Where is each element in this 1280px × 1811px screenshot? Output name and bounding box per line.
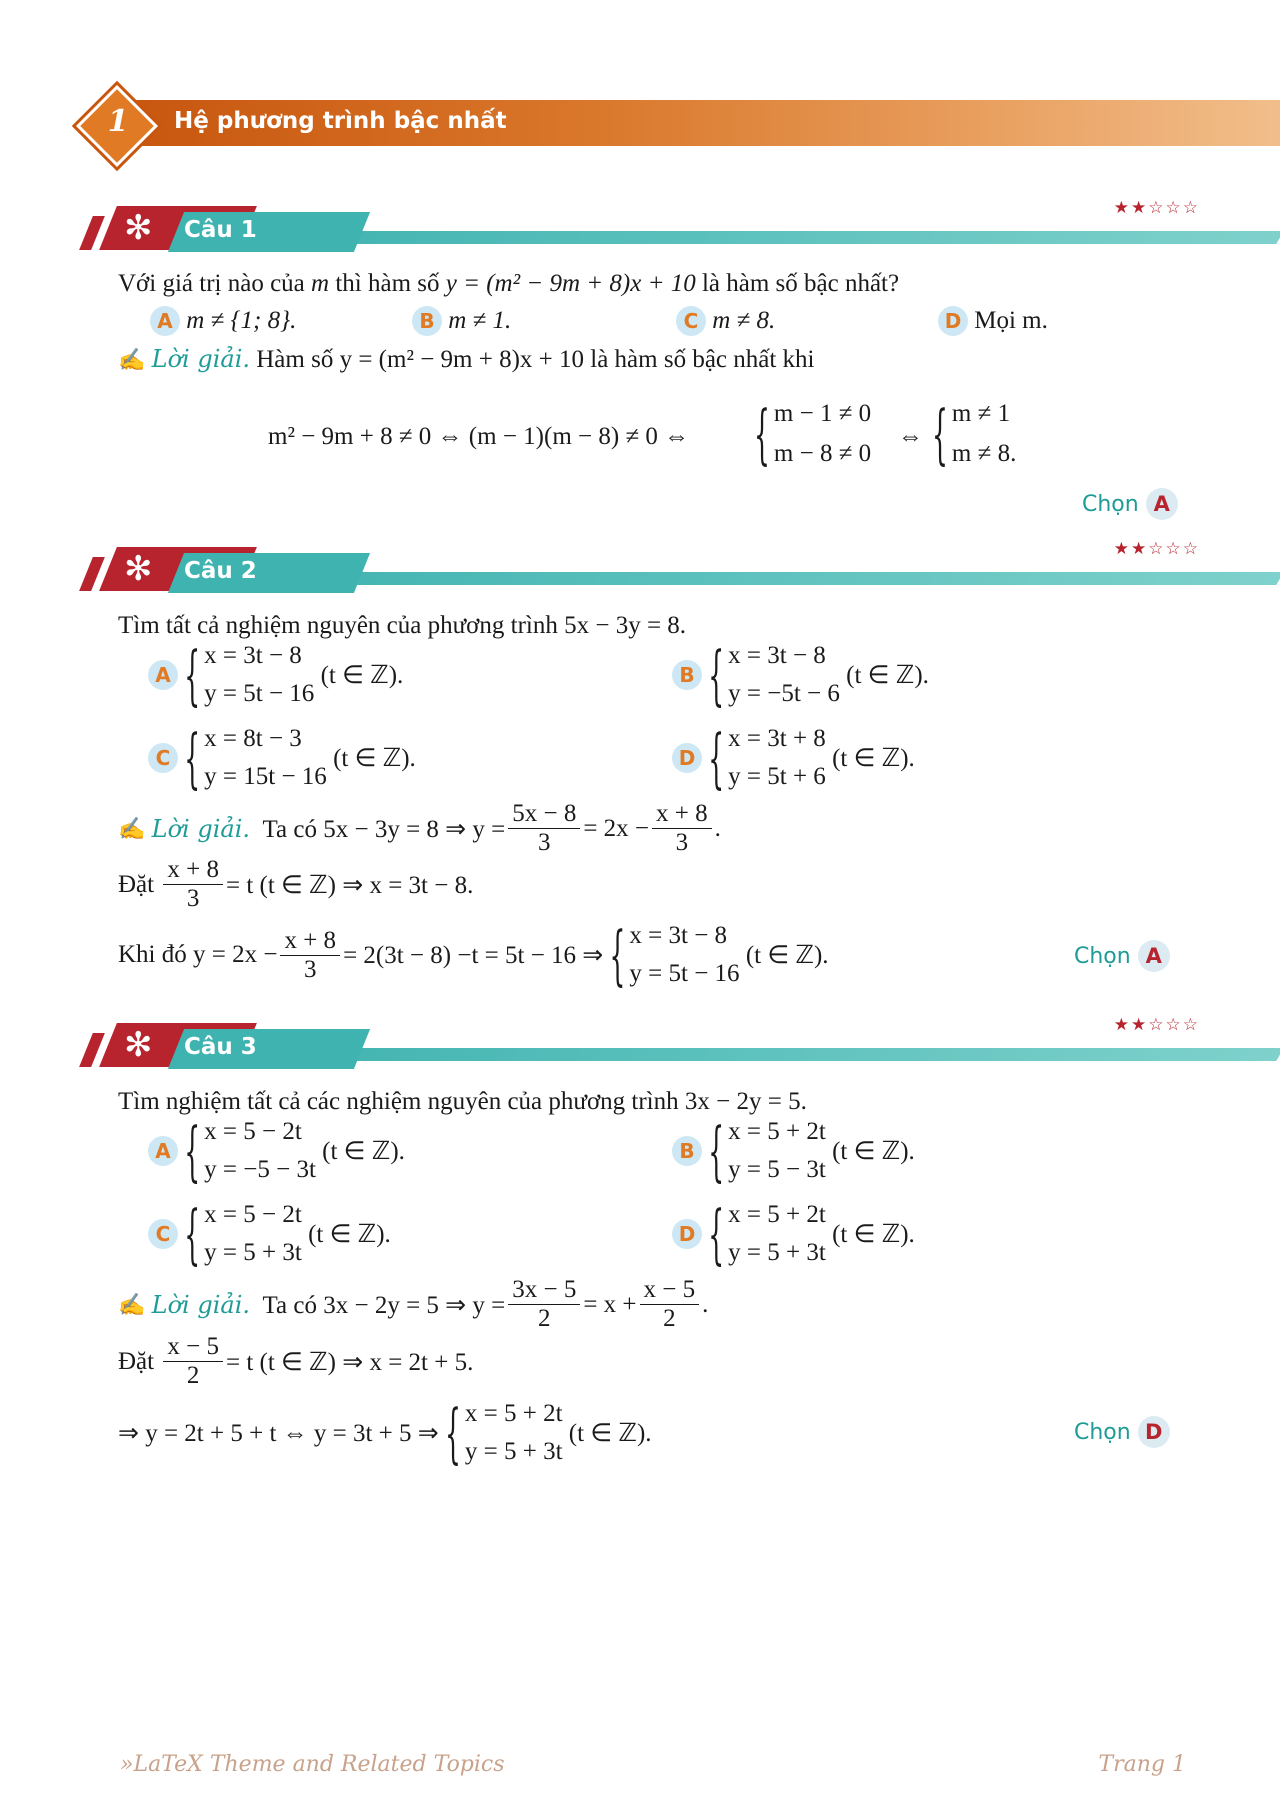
question-3-text: Tìm nghiệm tất cả các nghiệm nguyên của phương trình 3x − 2y = 5. xyxy=(118,1088,807,1115)
difficulty-stars: ★★☆☆☆ xyxy=(1113,539,1200,559)
q2-answer: Chọn A xyxy=(1074,940,1170,972)
q2-option-b[interactable]: B { x = 3t − 8 y = −5t − 6 (t ∈ ℤ). xyxy=(672,642,929,708)
q2-solution-line-2: Đặt $\frac{x + 8}{3}$ = t (t ∈ ℤ) ⇒ x = 3t − 8. xyxy=(118,856,474,912)
q1-option-d[interactable]: D Mọi m. xyxy=(938,306,1048,336)
q1-solution-intro: ✍ Lời giải. Hàm số y = (m² − 9m + 8)x + 10 là hàm số bậc nhất khi xyxy=(118,345,815,373)
pencil-icon: ✍ xyxy=(118,815,146,841)
pencil-icon: ✍ xyxy=(118,347,146,372)
q3-option-a[interactable]: A { x = 5 − 2t y = −5 − 3t (t ∈ ℤ). xyxy=(148,1118,405,1184)
question-3-header xyxy=(80,1015,1200,1073)
q2-option-a[interactable]: A { x = 3t − 8 y = 5t − 16 (t ∈ ℤ). xyxy=(148,642,403,708)
question-2-text: Tìm tất cả nghiệm nguyên của phương trình 5x − 3y = 8. xyxy=(118,612,687,639)
q2-option-d[interactable]: D { x = 3t + 8 y = 5t + 6 (t ∈ ℤ). xyxy=(672,725,915,791)
difficulty-stars: ★★☆☆☆ xyxy=(1113,198,1200,218)
q1-system-1: { m − 1 ≠ 0 m − 8 ≠ 0 xyxy=(754,396,872,472)
flower-icon: ✻ xyxy=(124,208,153,248)
q3-option-b[interactable]: B { x = 5 + 2t y = 5 − 3t (t ∈ ℤ). xyxy=(672,1118,915,1184)
flower-icon: ✻ xyxy=(124,1025,153,1065)
q3-option-d[interactable]: D { x = 5 + 2t y = 5 + 3t (t ∈ ℤ). xyxy=(672,1201,915,1267)
q3-solution-line-1: ✍ Lời giải. Ta có 3x − 2y = 5 ⇒ y = $\frac{3x - 5}{2}$ = x + $\frac{x - 5}{2}$ . xyxy=(118,1276,709,1332)
q1-option-b[interactable]: B m ≠ 1. xyxy=(412,306,511,336)
q1-solution-equation: m² − 9m + 8 ≠ 0 ⇔ (m − 1)(m − 8) ≠ 0 ⇔ xyxy=(268,423,690,450)
question-1-text: Với giá trị nào của m thì hàm số y = (m² − 9m + 8)x + 10 là hàm số bậc nhất? xyxy=(118,270,900,297)
solution-label: Lời giải. xyxy=(151,345,250,373)
question-1-header xyxy=(80,198,1200,256)
section-title: Hệ phương trình bậc nhất xyxy=(174,108,507,134)
q2-solution-line-3: Khi đó y = 2x − $\frac{x + 8}{3}$ = 2(3t − 8) −t = 5t − 16 ⇒ { x = 3t − 8 y = 5t − 16 (t ∈ ℤ). xyxy=(118,917,829,993)
section-number: 1 xyxy=(107,104,129,139)
page-number: Trang 1 xyxy=(1098,1752,1186,1777)
question-1-title: Câu 1 xyxy=(184,217,257,243)
q1-answer: Chọn A xyxy=(1082,488,1178,520)
question-2-header xyxy=(80,539,1200,597)
q1-iff: ⇔ xyxy=(898,423,923,450)
q2-option-c[interactable]: C { x = 8t − 3 y = 15t − 16 (t ∈ ℤ). xyxy=(148,725,416,791)
flower-icon: ✻ xyxy=(124,549,153,589)
q3-option-c[interactable]: C { x = 5 − 2t y = 5 + 3t (t ∈ ℤ). xyxy=(148,1201,391,1267)
pencil-icon: ✍ xyxy=(118,1291,146,1317)
footer-left: »LaTeX Theme and Related Topics xyxy=(120,1752,505,1777)
q3-solution-line-2: Đặt $\frac{x - 5}{2}$ = t (t ∈ ℤ) ⇒ x = 2t + 5. xyxy=(118,1333,474,1389)
q3-solution-line-3: ⇒ y = 2t + 5 + t ⇔ y = 3t + 5 ⇒ { x = 5 + 2t y = 5 + 3t (t ∈ ℤ). xyxy=(118,1395,652,1471)
solution-label: Lời giải. xyxy=(151,1290,250,1319)
difficulty-stars: ★★☆☆☆ xyxy=(1113,1015,1200,1035)
q2-solution-line-1: ✍ Lời giải. Ta có 5x − 3y = 8 ⇒ y = $\frac{5x - 8}{3}$ = 2x − $\frac{x + 8}{3}$ . xyxy=(118,800,721,856)
question-2-title: Câu 2 xyxy=(184,558,257,584)
q1-option-c[interactable]: C m ≠ 8. xyxy=(676,306,775,336)
question-3-title: Câu 3 xyxy=(184,1034,257,1060)
q3-answer: Chọn D xyxy=(1074,1416,1170,1448)
q1-option-a[interactable]: A m ≠ {1; 8}. xyxy=(150,306,296,336)
solution-label: Lời giải. xyxy=(151,814,250,843)
q1-system-2: { m ≠ 1 m ≠ 8. xyxy=(932,396,1017,472)
